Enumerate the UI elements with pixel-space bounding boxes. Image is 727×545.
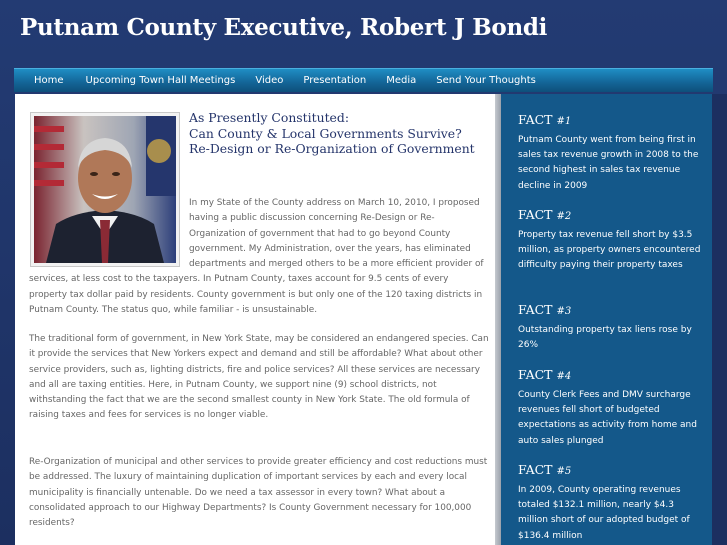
fact-5-title: FACT #5 (518, 462, 572, 477)
fact-5 (518, 462, 702, 544)
fact-1 (518, 112, 702, 194)
sidebar-edge (712, 94, 727, 545)
site-title[interactable]: Putnam County Executive, Robert J Bondi (20, 14, 548, 41)
main-nav (14, 68, 713, 92)
fact-3-text: Outstanding property tax liens rose by 26% (518, 325, 692, 351)
nav-item-media[interactable]: Media (386, 74, 417, 86)
fact-2-title: FACT #2 (518, 207, 572, 222)
nav-item-town-hall-meetings[interactable]: Upcoming Town Hall Meetings (85, 74, 236, 86)
headline-line-1: As Presently Constituted: (189, 110, 349, 125)
nav-item-home[interactable]: Home (34, 74, 64, 86)
article-headline (189, 110, 489, 157)
fact-1-title: FACT #1 (518, 112, 572, 127)
fact-3 (518, 302, 702, 353)
article-paragraph-3: Re-Organization of municipal and other services to provide greater efficiency and cost reductions must be addressed. The luxury of maintaining duplication of important services by each and every local municipality is financially untenable. Do we need a tax assessor in every town? What about a consolidated approach to our Highway Departments? Is County Government necessary for 100,000 residents? (29, 457, 488, 529)
article-paragraph-2: The traditional form of government, in New York State, may be considered an endangered species. Can it provide the services that New Yorkers expect and demand and still be affordable? What about other service providers, such as, lighting districts, fire and police services? All these services are necessary and all are taxing entities. Here, in Putnam County, we support nine (9) school districts, not withstanding the fact that we are the second smallest county in New York State. The old formula of raising taxes and fees for services is no longer viable. (29, 334, 489, 421)
fact-4-title: FACT #4 (518, 367, 572, 382)
fact-1-text: Putnam County went from being first in sales tax revenue growth in 2008 to the second highest in sales tax revenue decline in 2009 (518, 135, 699, 191)
fact-2-text: Property tax revenue fell short by $3.5 million, as property owners encountered difficulty paying their property taxes (518, 230, 701, 271)
fact-5-text: In 2009, County operating revenues totaled $132.1 million, nearly $4.3 million short of our adopted budget of $136.4 million (518, 485, 690, 541)
article-paragraph-1 (29, 196, 489, 318)
fact-4-text: County Clerk Fees and DMV surcharge revenues fell short of budgeted expectations as activity from home and auto sales plunged (518, 390, 697, 446)
fact-3-title: FACT #3 (518, 302, 572, 317)
main-content (15, 94, 495, 545)
nav-item-presentation[interactable]: Presentation (303, 74, 367, 86)
fact-2 (518, 207, 702, 274)
article-paragraph-1-text: In my State of the County address on March 10, 2010, I proposed having a public discussion concerning Re-Design or Re-Organization of government that had to go beyond County government. My Administration, over the years, has eliminated departments and merged others to be a more efficient provider of services, at less cost to the taxpayers. In Putnam County, taxes account for 9.5 cents of every property tax dollar paid by residents. County government is but only one of the 120 taxing districts in Putnam County. The status quo, while familiar - is unsustainable. (29, 198, 484, 316)
facts-sidebar (501, 94, 712, 545)
nav-item-video[interactable]: Video (255, 74, 284, 86)
headline-line-2: Can County & Local Governments Survive? (189, 125, 462, 141)
headline-line-3: Re-Design or Re-Organization of Government (189, 141, 475, 156)
nav-item-send-your-thoughts[interactable]: Send Your Thoughts (436, 74, 536, 86)
fact-4 (518, 367, 702, 449)
